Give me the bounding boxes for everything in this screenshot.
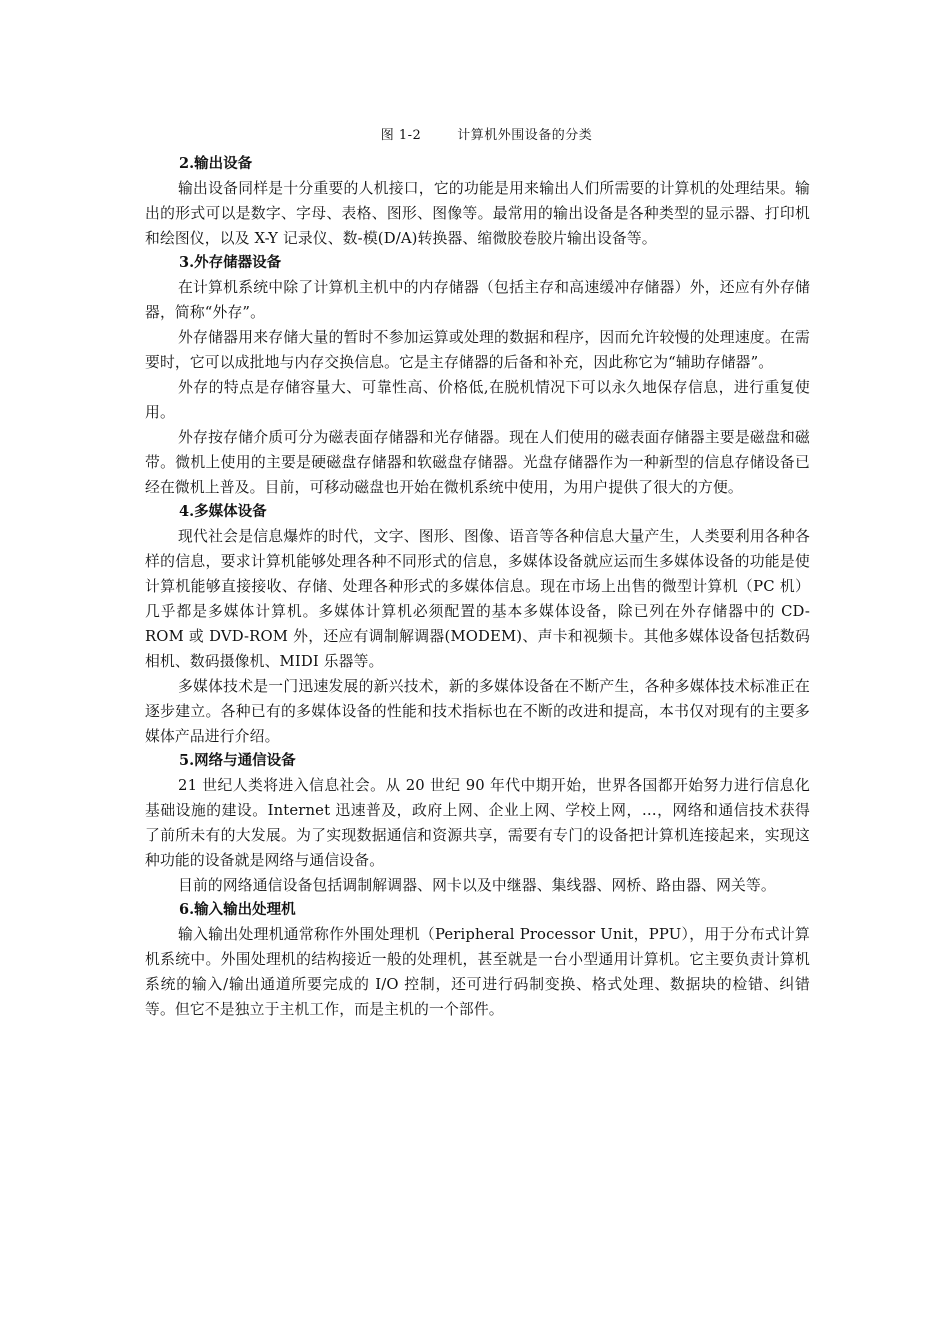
figure-caption: [145, 126, 810, 146]
paragraph: 输入输出处理机通常称作外围处理机（Peripheral Processor Unit，PPU），用于分布式计算机系统中。外围处理机的结构接近一般的处理机，甚至就是一台小型通用计算机。它主要负责计算机系统的输入/输出通道所要完成的 I/O 控制，还可进行码制变换、格式处理、数据块的检错、纠错等。但它不是独立于主机工作，而是主机的一个部件。: [145, 926, 810, 1018]
paragraph: 外存储器用来存储大量的暂时不参加运算或处理的数据和程序，因而允许较慢的处理速度。在需要时，它可以成批地与内存交换信息。它是主存储器的后备和补充，因此称它为“辅助存储器”。: [145, 329, 810, 371]
section-heading: 4.多媒体设备: [179, 503, 267, 520]
section-heading: 5.网络与通信设备: [179, 752, 296, 769]
paragraph: 目前的网络通信设备包括调制解调器、网卡以及中继器、集线器、网桥、路由器、网关等。: [178, 877, 776, 894]
section-io-processor: [145, 898, 810, 1022]
section-heading: 2.输出设备: [179, 155, 253, 172]
paragraph: 在计算机系统中除了计算机主机中的内存储器（包括主存和高速缓冲存储器）外，还应有外存储器，简称“外存”。: [145, 279, 810, 321]
paragraph: 外存的特点是存储容量大、可靠性高、价格低,在脱机情况下可以永久地保存信息，进行重复使用。: [145, 379, 810, 421]
section-heading: 6.输入输出处理机: [179, 901, 296, 918]
document-page: [145, 126, 810, 1022]
section-heading: 3.外存储器设备: [179, 254, 282, 271]
paragraph: 输出设备同样是十分重要的人机接口，它的功能是用来输出人们所需要的计算机的处理结果。输出的形式可以是数字、字母、表格、图形、图像等。最常用的输出设备是各种类型的显示器、打印机和绘图仪，以及 X-Y 记录仪、数-模(D/A)转换器、缩微胶卷胶片输出设备等。: [145, 180, 810, 247]
figure-title: 计算机外围设备的分类: [457, 128, 593, 143]
paragraph: 多媒体技术是一门迅速发展的新兴技术，新的多媒体设备在不断产生，各种多媒体技术标准正在逐步建立。各种已有的多媒体设备的性能和技术指标也在不断的改进和提高，本书仅对现有的主要多媒体产品进行介绍。: [145, 678, 810, 745]
paragraph: 现代社会是信息爆炸的时代，文字、图形、图像、语音等各种信息大量产生，人类要利用各种各样的信息，要求计算机能够处理各种不同形式的信息，多媒体设备就应运而生多媒体设备的功能是使计算机能够直接接收、存储、处理各种形式的多媒体信息。现在市场上出售的微型计算机（PC 机）几乎都是多媒体计算机。多媒体计算机必须配置的基本多媒体设备，除已列在外存储器中的 CD-ROM 或 DVD-ROM 外，还应有调制解调器(MODEM)、声卡和视频卡。其他多媒体设备包括数码相机、数码摄像机、MIDI 乐器等。: [145, 528, 810, 670]
paragraph: 21 世纪人类将进入信息社会。从 20 世纪 90 年代中期开始，世界各国都开始努力进行信息化基础设施的建设。Internet 迅速普及，政府上网、企业上网、学校上网，…，网络和通信技术获得了前所未有的大发展。为了实现数据通信和资源共享，需要有专门的设备把计算机连接起来，实现这种功能的设备就是网络与通信设备。: [145, 777, 810, 869]
section-multimedia-devices: [145, 500, 810, 749]
section-external-storage: [145, 251, 810, 500]
figure-number: 图 1-2: [380, 128, 422, 143]
paragraph: 外存按存储介质可分为磁表面存储器和光存储器。现在人们使用的磁表面存储器主要是磁盘和磁带。微机上使用的主要是硬磁盘存储器和软磁盘存储器。光盘存储器作为一种新型的信息存储设备已经在微机上普及。目前，可移动磁盘也开始在微机系统中使用，为用户提供了很大的方便。: [145, 429, 810, 496]
section-network-devices: [145, 749, 810, 898]
section-output-devices: [145, 152, 810, 251]
